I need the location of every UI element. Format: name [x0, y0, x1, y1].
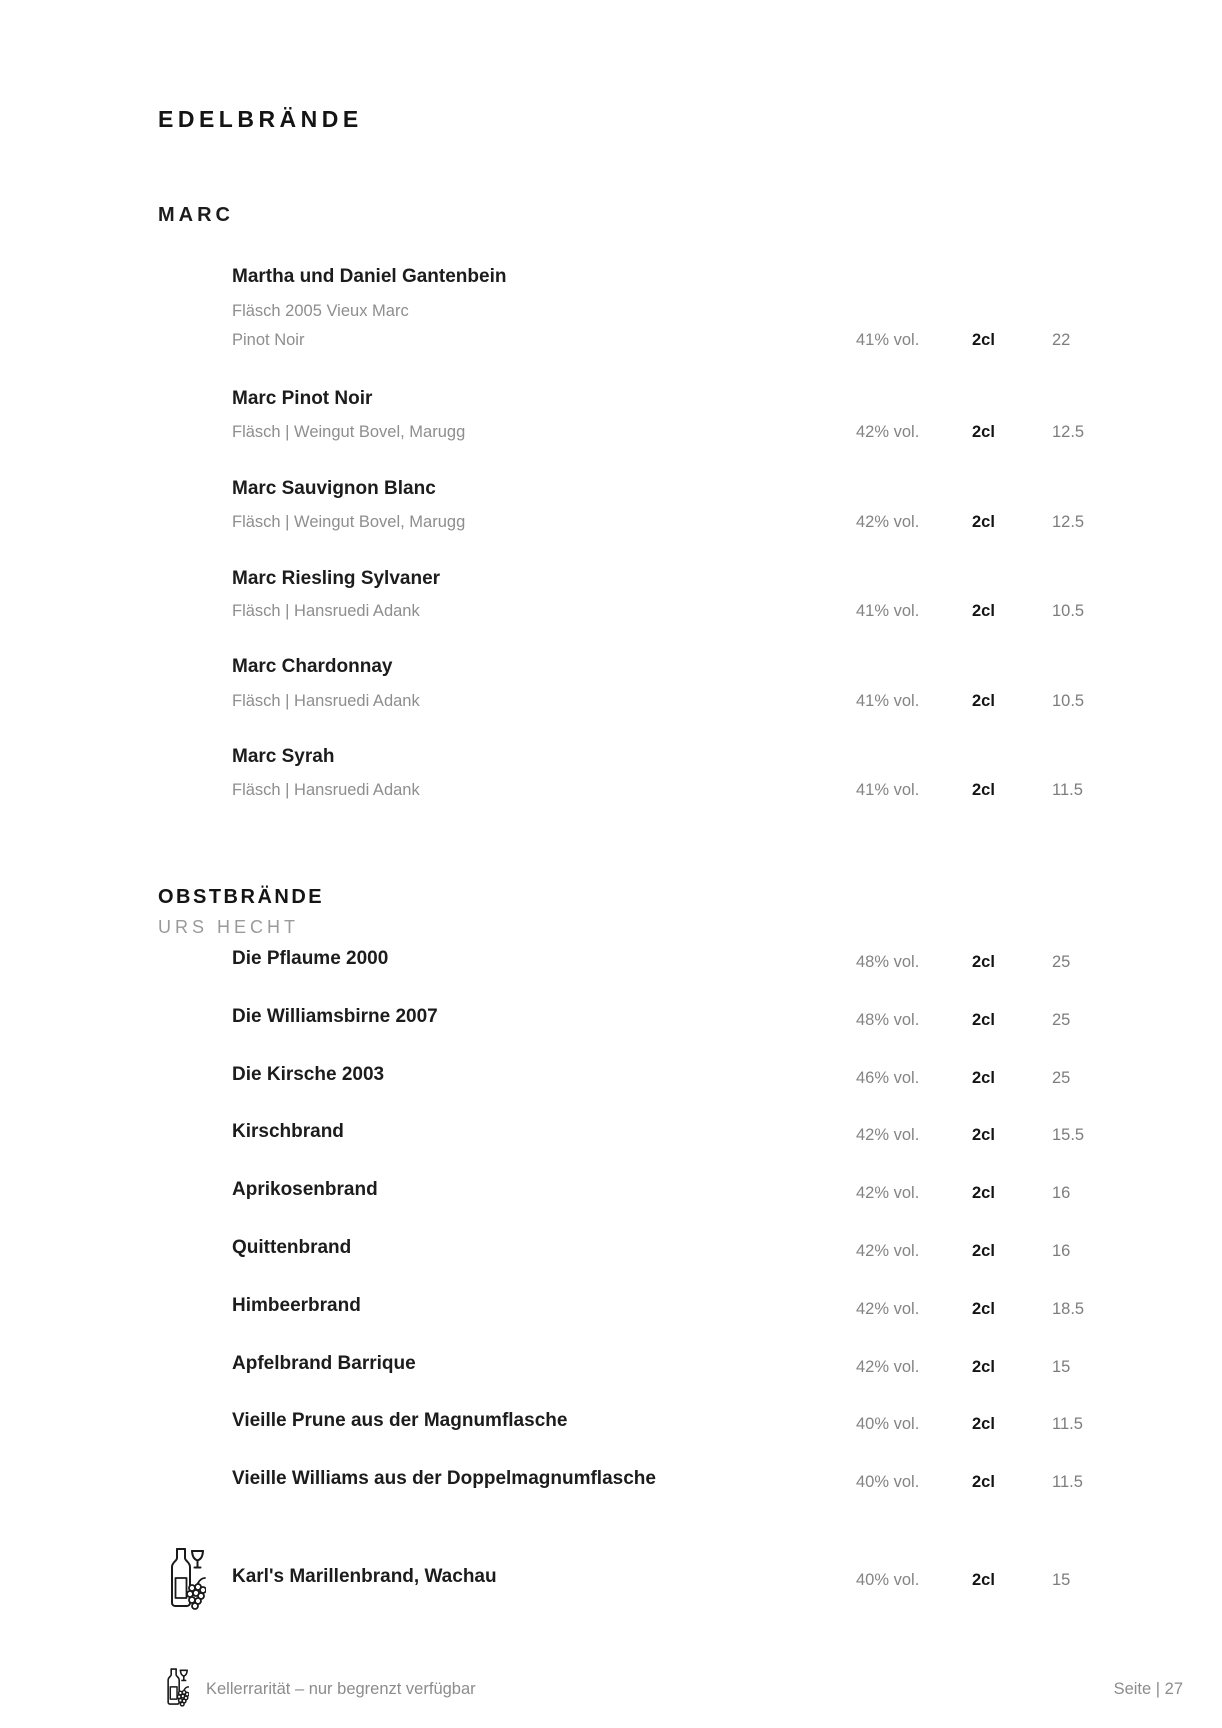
serving-size-text: 2cl: [972, 331, 995, 349]
price-row: [0, 1411, 1222, 1437]
price-text: 11.5: [1052, 1473, 1083, 1491]
price-text: 10.5: [1052, 602, 1085, 620]
price-row: [0, 949, 1222, 975]
abv-text: 40% vol.: [856, 1571, 920, 1589]
price-row: [0, 1567, 1222, 1593]
price-row: [0, 1065, 1222, 1091]
abv-text: 41% vol.: [856, 781, 920, 799]
item-name: Die Williamsbirne 2007: [232, 1006, 438, 1027]
abv-text: 42% vol.: [856, 1300, 920, 1318]
price-row: [0, 509, 1222, 535]
item-detail: Fläsch | Hansruedi Adank: [232, 781, 420, 799]
abv-text: 41% vol.: [856, 331, 920, 349]
price-text: 25: [1052, 1069, 1071, 1087]
item-detail: Fläsch 2005 Vieux Marc: [232, 302, 409, 320]
price-row: [0, 1180, 1222, 1206]
abv-text: 42% vol.: [856, 1184, 920, 1202]
serving-size-text: 2cl: [972, 1358, 995, 1376]
item-name: Martha und Daniel Gantenbein: [232, 266, 507, 287]
price-text: 18.5: [1052, 1300, 1085, 1318]
price-text: 10.5: [1052, 692, 1085, 710]
item-name: Marc Sauvignon Blanc: [232, 478, 436, 499]
serving-size-text: 2cl: [972, 953, 995, 971]
item-detail: Fläsch | Hansruedi Adank: [232, 602, 420, 620]
abv-text: 40% vol.: [856, 1415, 920, 1433]
price-row: [0, 598, 1222, 624]
serving-size-text: 2cl: [972, 1571, 995, 1589]
price-row: [0, 1122, 1222, 1148]
price-row: [0, 419, 1222, 445]
serving-size-text: 2cl: [972, 1242, 995, 1260]
serving-size-text: 2cl: [972, 1415, 995, 1433]
item-name: Vieille Prune aus der Magnumflasche: [232, 1410, 568, 1431]
price-text: 16: [1052, 1242, 1071, 1260]
abv-text: 42% vol.: [856, 1242, 920, 1260]
footer-note: Kellerrarität – nur begrenzt verfügbar: [206, 1680, 476, 1698]
item-name: Apfelbrand Barrique: [232, 1353, 416, 1374]
price-text: 12.5: [1052, 513, 1085, 531]
item-name: Vieille Williams aus der Doppelmagnumflasche: [232, 1468, 656, 1489]
abv-text: 41% vol.: [856, 602, 920, 620]
price-text: 15.5: [1052, 1126, 1085, 1144]
price-row: [0, 1469, 1222, 1495]
price-text: 15: [1052, 1358, 1071, 1376]
wine-bottle-grapes-icon: [162, 1667, 189, 1708]
abv-text: 42% vol.: [856, 1126, 920, 1144]
price-row: [0, 1007, 1222, 1033]
serving-size-text: 2cl: [972, 1473, 995, 1491]
price-row: [0, 1354, 1222, 1380]
abv-text: 46% vol.: [856, 1069, 920, 1087]
abv-text: 48% vol.: [856, 953, 920, 971]
serving-size-text: 2cl: [972, 1184, 995, 1202]
item-detail: Fläsch | Weingut Bovel, Marugg: [232, 423, 466, 441]
page-number: Seite | 27: [1113, 1680, 1183, 1698]
price-text: 12.5: [1052, 423, 1085, 441]
serving-size-text: 2cl: [972, 602, 995, 620]
price-text: 22: [1052, 331, 1071, 349]
item-detail: Pinot Noir: [232, 331, 305, 349]
section-heading-marc: MARC: [158, 204, 234, 226]
price-text: 11.5: [1052, 781, 1083, 799]
item-name: Die Pflaume 2000: [232, 948, 389, 969]
price-text: 25: [1052, 1011, 1071, 1029]
price-row: [0, 1238, 1222, 1264]
serving-size-text: 2cl: [972, 781, 995, 799]
serving-size-text: 2cl: [972, 513, 995, 531]
item-detail: Fläsch | Hansruedi Adank: [232, 692, 420, 710]
abv-text: 41% vol.: [856, 692, 920, 710]
item-name: Die Kirsche 2003: [232, 1064, 385, 1085]
item-name: Quittenbrand: [232, 1237, 352, 1258]
price-row: [0, 777, 1222, 803]
serving-size-text: 2cl: [972, 1300, 995, 1318]
abv-text: 42% vol.: [856, 513, 920, 531]
item-name: Marc Pinot Noir: [232, 388, 373, 409]
item-name: Marc Riesling Sylvaner: [232, 568, 441, 589]
item-name: Aprikosenbrand: [232, 1179, 378, 1200]
page-title: EDELBRÄNDE: [158, 106, 363, 132]
price-row: [0, 327, 1222, 353]
abv-text: 48% vol.: [856, 1011, 920, 1029]
serving-size-text: 2cl: [972, 1069, 995, 1087]
price-row: [0, 1296, 1222, 1322]
serving-size-text: 2cl: [972, 692, 995, 710]
price-text: 15: [1052, 1571, 1071, 1589]
item-detail: Fläsch | Weingut Bovel, Marugg: [232, 513, 466, 531]
item-name: Marc Syrah: [232, 746, 335, 767]
price-text: 11.5: [1052, 1415, 1083, 1433]
section-heading-obstbraende: OBSTBRÄNDE: [158, 886, 325, 908]
item-name: Marc Chardonnay: [232, 656, 393, 677]
price-text: 16: [1052, 1184, 1071, 1202]
abv-text: 42% vol.: [856, 423, 920, 441]
abv-text: 40% vol.: [856, 1473, 920, 1491]
section-subheading-urs-hecht: URS HECHT: [158, 917, 300, 937]
item-name: Karl's Marillenbrand, Wachau: [232, 1566, 497, 1587]
serving-size-text: 2cl: [972, 423, 995, 441]
price-row: [0, 688, 1222, 714]
item-name: Kirschbrand: [232, 1121, 344, 1142]
abv-text: 42% vol.: [856, 1358, 920, 1376]
serving-size-text: 2cl: [972, 1011, 995, 1029]
price-text: 25: [1052, 953, 1071, 971]
serving-size-text: 2cl: [972, 1126, 995, 1144]
item-name: Himbeerbrand: [232, 1295, 361, 1316]
